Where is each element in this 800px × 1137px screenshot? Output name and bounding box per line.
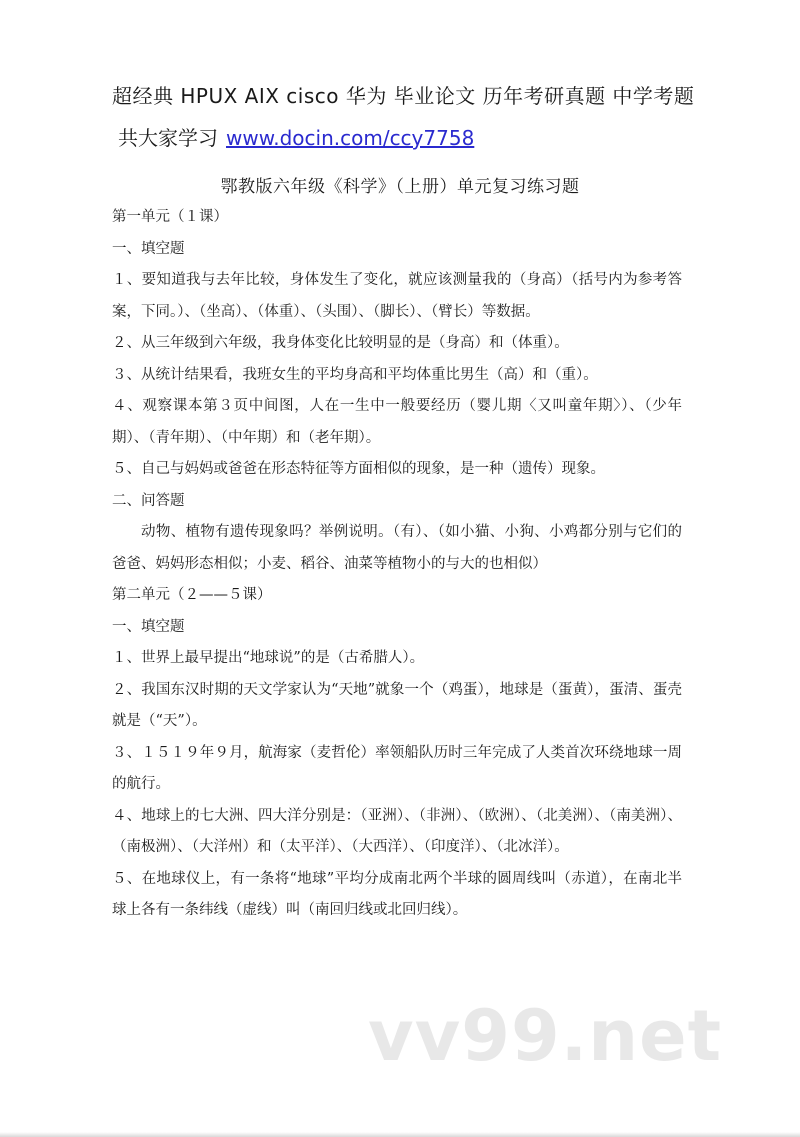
question-paragraph: ４、观察课本第３页中间图，人在一生中一般要经历（婴儿期〈又叫童年期〉）、（少年期）、（青年期）、（中年期）和（老年期）。 bbox=[112, 398, 682, 446]
question-paragraph: １、世界上最早提出“地球说”的是（古希腊人）。 bbox=[112, 650, 425, 666]
watermark: vv99.net bbox=[368, 995, 723, 1077]
header-share-line bbox=[118, 122, 474, 151]
question-paragraph: ２、我国东汉时期的天文学家认为“天地”就象一个（鸡蛋），地球是（蛋黄），蛋清、蛋壳就是（“天”）。 bbox=[112, 681, 682, 729]
question-paragraph: ３、从统计结果看，我班女生的平均身高和平均体重比男生（高）和（重）。 bbox=[112, 366, 598, 383]
question-paragraph: ２、从三年级到六年级，我身体变化比较明显的是（身高）和（体重）。 bbox=[112, 335, 569, 351]
section-subheading-fill-blank: 一、填空题 bbox=[112, 618, 185, 635]
question-paragraph: １、要知道我与去年比较，身体发生了变化，就应该测量我的（身高）（括号内为参考答案，下同。）、（坐高）、（体重）、（头围）、（脚长）、（臂长）等数据。 bbox=[112, 272, 682, 320]
docin-link[interactable]: www.docin.com/ccy7758 bbox=[226, 126, 475, 150]
document-title: 鄂教版六年级《科学》（上册）单元复习练习题 bbox=[220, 177, 580, 197]
header-ad-line: 超经典 HPUX AIX cisco 华为 毕业论文 历年考研真题 中学考题 bbox=[112, 84, 695, 108]
share-prefix: 共大家学习 bbox=[118, 126, 218, 150]
question-paragraph: ３、１５１９年９月，航海家（麦哲伦）率领船队历时三年完成了人类首次环绕地球一周的航行。 bbox=[112, 744, 682, 792]
section-subheading-fill-blank: 一、填空题 bbox=[112, 240, 185, 257]
answer-paragraph: 动物、植物有遗传现象吗？举例说明。（有）、（如小猫、小狗、小鸡都分别与它们的爸爸、妈妈形态相似；小麦、稻谷、油菜等植物小的与大的也相似） bbox=[112, 524, 682, 572]
section-subheading-qa: 二、问答题 bbox=[112, 492, 185, 509]
question-paragraph: ５、自己与妈妈或爸爸在形态特征等方面相似的现象，是一种（遗传）现象。 bbox=[112, 461, 605, 477]
document-body bbox=[112, 202, 682, 927]
page-bottom-edge bbox=[0, 1132, 800, 1137]
question-paragraph: ４、地球上的七大洲、四大洋分别是：（亚洲）、（非洲）、（欧洲）、（北美洲）、（南美洲）、（南极洲）、（大洋州）和（太平洋）、（大西洋）、（印度洋）、（北冰洋）。 bbox=[112, 807, 682, 855]
section-heading-unit2: 第二单元（２——５课） bbox=[112, 587, 272, 603]
question-paragraph: ５、在地球仪上，有一条将“地球”平均分成南北两个半球的圆周线叫（赤道），在南北半球上各有一条纬线（虚线）叫（南回归线或北回归线）。 bbox=[112, 870, 682, 918]
section-heading-unit1: 第一单元（１课） bbox=[112, 209, 228, 225]
